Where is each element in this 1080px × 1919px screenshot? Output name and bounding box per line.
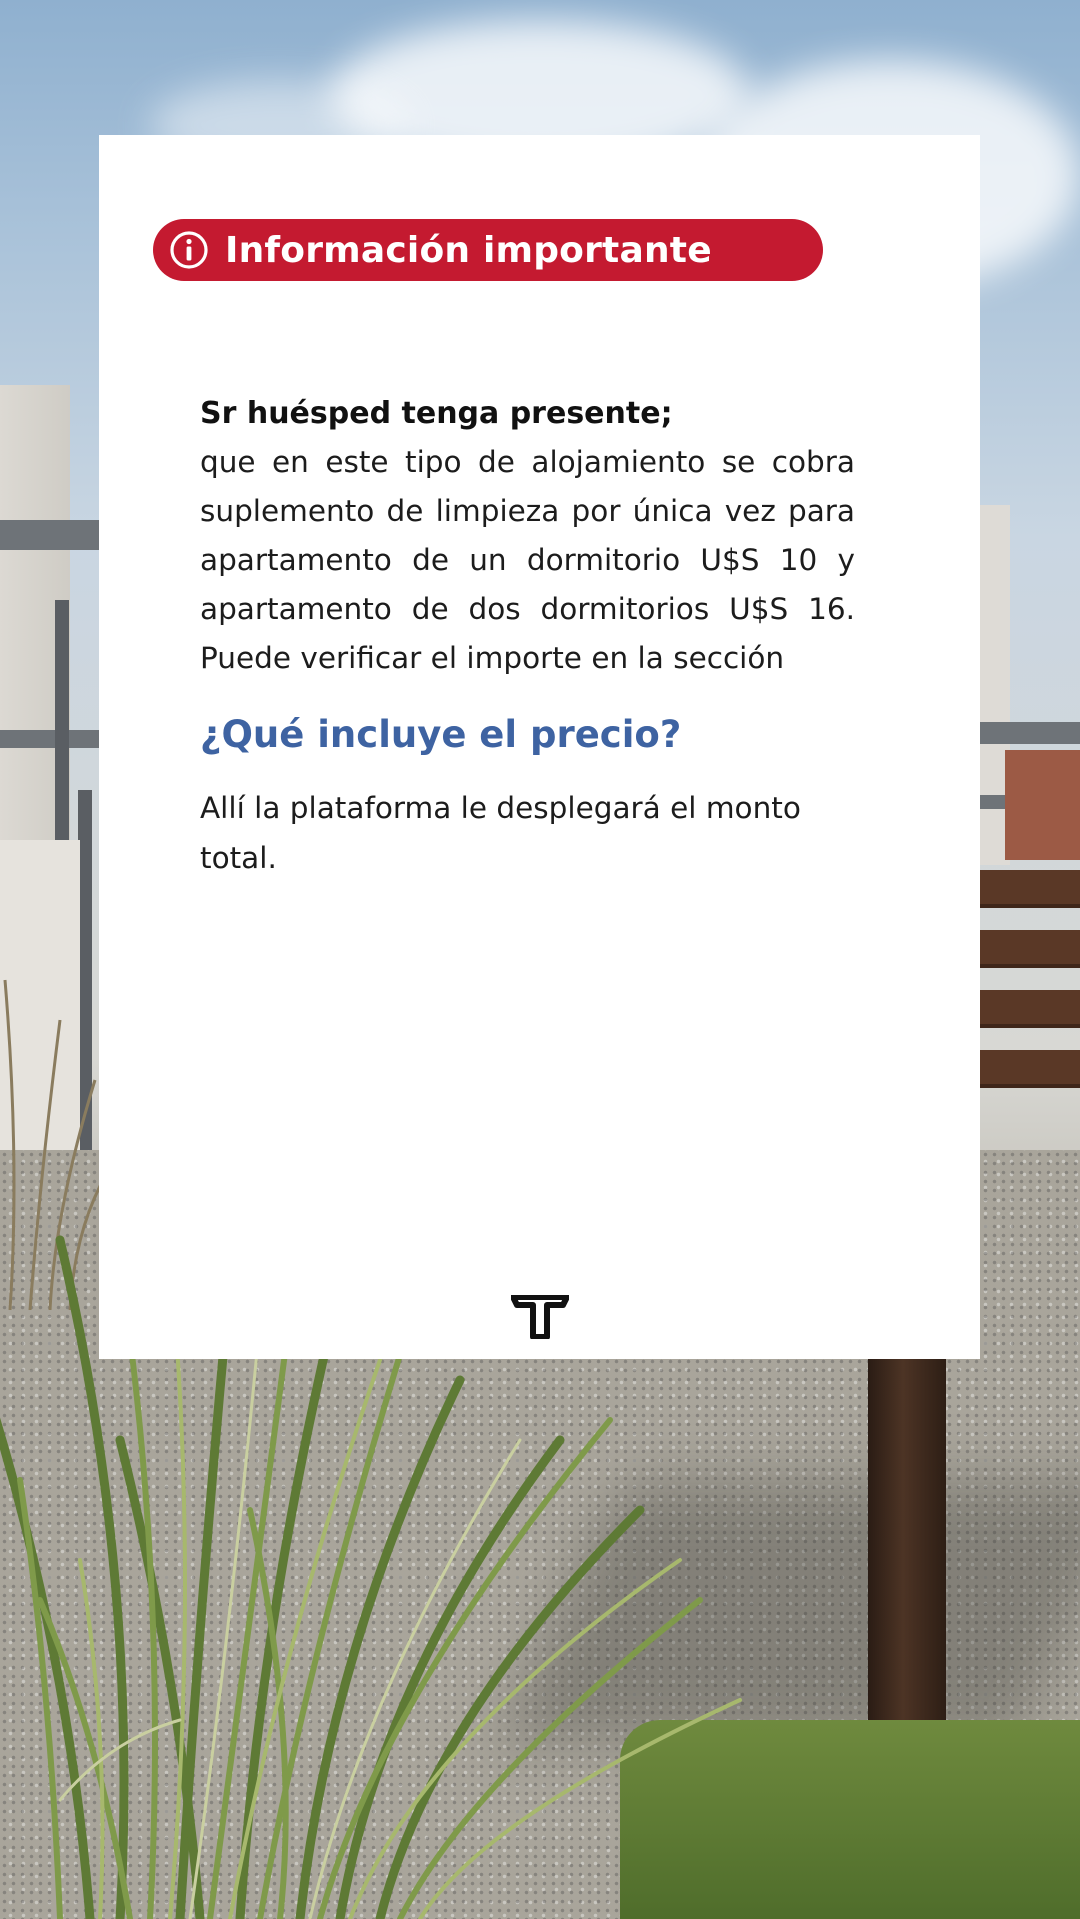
section-heading: ¿Qué incluye el precio? bbox=[200, 713, 682, 756]
info-header-title: Información importante bbox=[225, 229, 712, 271]
notice-body bbox=[200, 389, 855, 883]
info-circle-icon bbox=[169, 230, 209, 270]
brand-logo-icon bbox=[511, 1295, 569, 1339]
notice-lead: Sr huésped tenga presente; bbox=[200, 396, 673, 431]
notice-footer-text: Allí la plataforma le desplegará el monto total. bbox=[200, 791, 801, 875]
notice-paragraph: que en este tipo de alojamiento se cobra suplemento de limpieza por única vez para apartamento de un dormitorio U$S 10 y apartamento de dos dormitorios U$S 16. Puede verificar el importe en la sección bbox=[200, 445, 855, 675]
info-header-banner bbox=[153, 219, 823, 281]
info-card bbox=[99, 135, 980, 1359]
